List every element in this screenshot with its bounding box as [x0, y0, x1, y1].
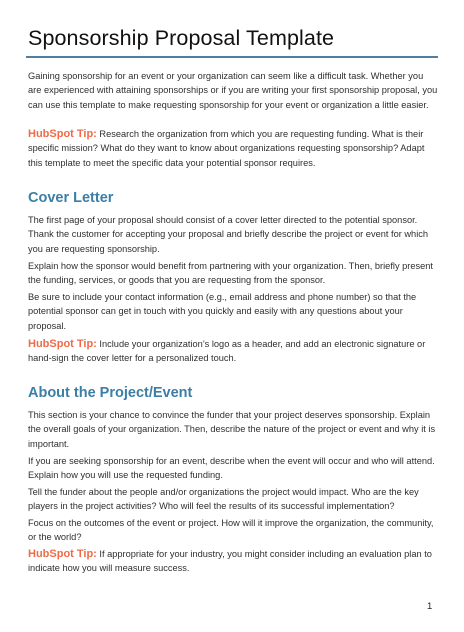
- cover-letter-paragraph-1: The first page of your proposal should consist of a cover letter directed to the potential sponsor. Thank the customer for accepting your proposal and briefly describe the project or event for which you are requesting sponsorship.: [28, 215, 429, 254]
- about-paragraph-1: This section is your chance to convince the funder that your project deserves sponsorship. Explain the overall goals of your organization. Then, describe the nature of the project or event and why it is important.: [28, 410, 436, 449]
- tip-text: If appropriate for your industry, you might consider including an evaluation plan to indicate how you will measure success.: [28, 549, 432, 574]
- title-divider: [26, 56, 438, 58]
- tip-text: Research the organization from which you are requesting funding. What is their specific mission? What do they want to know about organizations requesting sponsorship? Adapt this template to meet the specific data your potential sponsor requires.: [28, 129, 425, 168]
- about-project-heading: About the Project/Event: [28, 385, 193, 401]
- hubspot-tip-intro: [28, 127, 438, 170]
- page-number: 1: [427, 601, 433, 612]
- about-paragraph-3: Tell the funder about the people and/or organizations the project would impact. Who are the key players in the project activities? Who will feel the results of its successful implementation?: [28, 487, 419, 512]
- tip-text: Include your organization’s logo as a header, and add an electronic signature or hand-sign the cover letter for a personalized touch.: [28, 339, 426, 364]
- tip-label: HubSpot Tip:: [28, 128, 97, 140]
- cover-letter-paragraph-3: Be sure to include your contact information (e.g., email address and phone number) so that the potential sponsor can get in touch with you quickly and easily with any questions about your proposal.: [28, 292, 417, 331]
- about-paragraph-4: Focus on the outcomes of the event or project. How will it improve the organization, the community, or the world?: [28, 518, 434, 543]
- cover-letter-paragraph-2: Explain how the sponsor would benefit from partnering with your organization. Then, briefly present the funding, services, or goods that you are requesting from the sponsor.: [28, 261, 433, 286]
- cover-letter-heading: Cover Letter: [28, 190, 114, 206]
- document-title: Sponsorship Proposal Template: [28, 26, 335, 50]
- tip-label: HubSpot Tip:: [28, 338, 97, 350]
- tip-label: HubSpot Tip:: [28, 548, 97, 560]
- intro-paragraph: Gaining sponsorship for an event or your organization can seem like a difficult task. Whether you are experienced with attaining sponsorships or if you are writing your first sponsorship proposal, you can use this template to make requesting sponsorship for your event or organization a little easier.: [28, 71, 438, 110]
- about-paragraph-2: If you are seeking sponsorship for an event, describe when the event will occur and who will attend. Explain how you will use the requested funding.: [28, 456, 435, 481]
- hubspot-tip-cover-letter: [28, 337, 438, 366]
- hubspot-tip-about: [28, 547, 438, 576]
